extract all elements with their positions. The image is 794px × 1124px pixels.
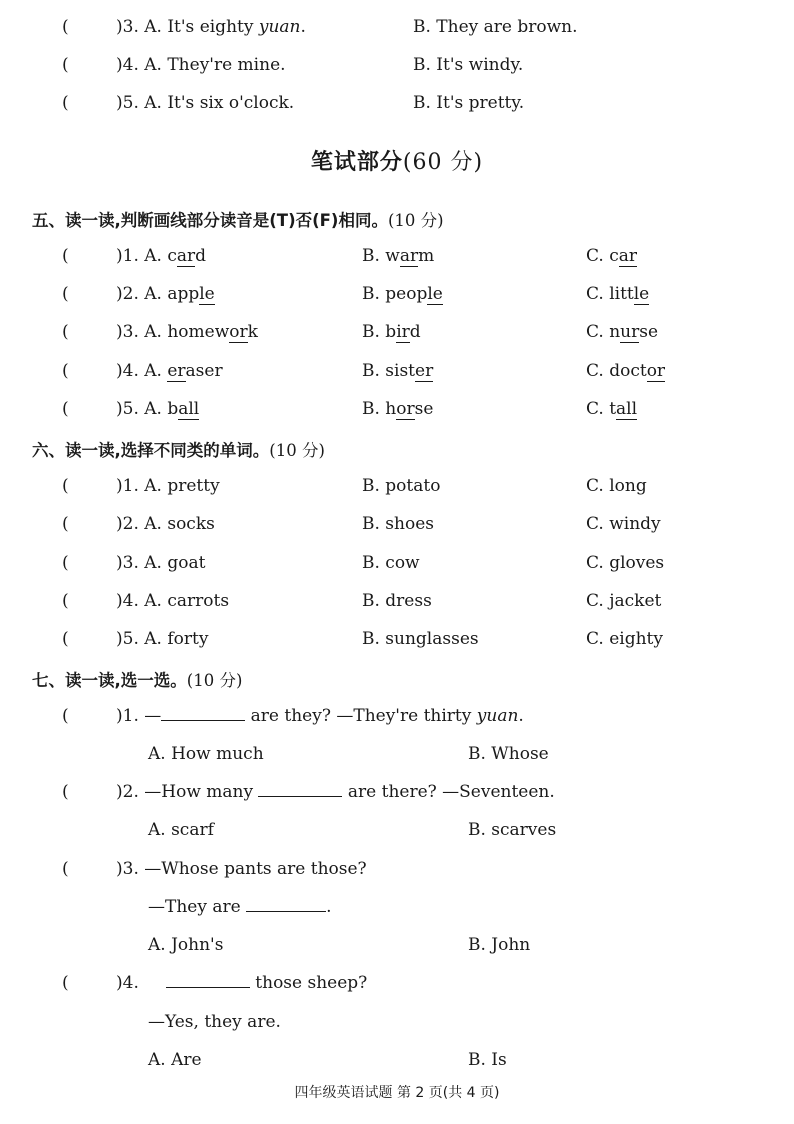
underlined-letters: er xyxy=(415,361,434,381)
option-a: A. How much xyxy=(148,744,264,764)
section-5-item-2 xyxy=(0,284,794,314)
underlined-letters: ar xyxy=(618,246,637,266)
option-b: B. Is xyxy=(468,1050,507,1070)
section-6-item-5 xyxy=(0,629,794,659)
underlined-letters: or xyxy=(396,399,415,419)
answer-blank[interactable] xyxy=(246,897,326,912)
question-text: )3. —Whose pants are those? xyxy=(116,859,367,879)
option-a: )4. A. carrots xyxy=(116,591,230,611)
underlined-letters: or xyxy=(646,361,666,381)
option-c: C. gloves xyxy=(586,553,665,573)
option-b: B. It's pretty. xyxy=(413,93,525,113)
question-text: —Yes, they are. xyxy=(148,1012,281,1032)
section-6-item-3 xyxy=(0,553,794,583)
underlined-letters: ar xyxy=(176,246,196,266)
section-5-item-4 xyxy=(0,361,794,391)
option-c: C. windy xyxy=(586,514,661,534)
option-a: )1. A. pretty xyxy=(116,476,220,496)
answer-blank[interactable] xyxy=(161,706,245,721)
section-6-item-1 xyxy=(0,476,794,506)
section-7-heading: 七、读一读,选一选。(10 分) xyxy=(32,671,243,690)
option-a: )2. A. apple xyxy=(116,284,215,304)
option-a: A. John's xyxy=(148,935,224,955)
section-6-item-4 xyxy=(0,591,794,621)
answer-paren: ( xyxy=(62,476,69,496)
answer-paren: ( xyxy=(62,782,69,802)
option-c: C. long xyxy=(586,476,647,496)
section-7-question-4-line-2 xyxy=(0,1012,794,1042)
option-a: )5. A. ball xyxy=(116,399,200,419)
option-a: )3. A. goat xyxy=(116,553,206,573)
option-a: )1. A. card xyxy=(116,246,207,266)
answer-paren: ( xyxy=(62,246,69,266)
section-5-item-1 xyxy=(0,246,794,276)
option-b: B. sister xyxy=(362,361,434,381)
option-a: )3. A. homework xyxy=(116,322,258,342)
option-b: B. warm xyxy=(362,246,435,266)
answer-paren: ( xyxy=(62,55,69,75)
section-7-question-2-options xyxy=(0,820,794,850)
option-a: A. Are xyxy=(148,1050,202,1070)
option-b: B. dress xyxy=(362,591,432,611)
option-b: B. horse xyxy=(362,399,434,419)
option-b: B. John xyxy=(468,935,531,955)
page-footer: 四年级英语试题 第 2 页(共 4 页) xyxy=(294,1085,500,1101)
answer-blank[interactable] xyxy=(166,973,250,988)
section-7-question-4 xyxy=(0,973,794,1003)
option-b: B. Whose xyxy=(468,744,549,764)
question-text: )1. — are they? —They're thirty yuan. xyxy=(116,706,524,726)
option-c: C. jacket xyxy=(586,591,662,611)
question-text: —They are . xyxy=(148,897,332,917)
answer-blank[interactable] xyxy=(258,782,342,797)
section-6-heading: 六、读一读,选择不同类的单词。(10 分) xyxy=(32,441,325,460)
section-7-question-1 xyxy=(0,706,794,736)
underlined-letters: ir xyxy=(396,322,410,342)
answer-paren: ( xyxy=(62,399,69,419)
underlined-letters: ar xyxy=(399,246,419,266)
section-7-question-3-options xyxy=(0,935,794,965)
listening-item-5 xyxy=(0,93,794,123)
option-b: B. potato xyxy=(362,476,441,496)
written-part-title: 笔试部分(60 分) xyxy=(310,150,484,175)
section-7-question-3-line-2 xyxy=(0,897,794,927)
option-c: C. doctor xyxy=(586,361,666,381)
option-c: C. tall xyxy=(586,399,638,419)
underlined-letters: le xyxy=(199,284,215,304)
option-b: B. bird xyxy=(362,322,421,342)
section-7-question-3 xyxy=(0,859,794,889)
section-7-question-4-options xyxy=(0,1050,794,1080)
answer-paren: ( xyxy=(62,93,69,113)
option-a: )4. A. They're mine. xyxy=(116,55,286,75)
answer-paren: ( xyxy=(62,361,69,381)
option-a: )5. A. It's six o'clock. xyxy=(116,93,295,113)
underlined-letters: ur xyxy=(620,322,640,342)
section-5-item-5 xyxy=(0,399,794,429)
section-7-question-1-options xyxy=(0,744,794,774)
answer-paren: ( xyxy=(62,706,69,726)
section-7-question-2 xyxy=(0,782,794,812)
option-c: C. little xyxy=(586,284,650,304)
option-c: C. eighty xyxy=(586,629,663,649)
option-b: B. cow xyxy=(362,553,420,573)
option-a: )3. A. It's eighty yuan. xyxy=(116,17,306,37)
option-a: )5. A. forty xyxy=(116,629,209,649)
question-text: )4. those sheep? xyxy=(116,973,368,993)
option-b: B. shoes xyxy=(362,514,434,534)
answer-paren: ( xyxy=(62,322,69,342)
answer-paren: ( xyxy=(62,553,69,573)
section-5-heading: 五、读一读,判断画线部分读音是(T)否(F)相同。(10 分) xyxy=(32,211,444,230)
underlined-letters: le xyxy=(633,284,650,304)
option-b: B. It's windy. xyxy=(413,55,524,75)
option-b: B. They are brown. xyxy=(413,17,578,37)
underlined-letters: or xyxy=(229,322,248,342)
listening-item-3 xyxy=(0,17,794,47)
answer-paren: ( xyxy=(62,514,69,534)
section-5-item-3 xyxy=(0,322,794,352)
listening-item-4 xyxy=(0,55,794,85)
underlined-letters: all xyxy=(616,399,638,419)
answer-paren: ( xyxy=(62,591,69,611)
option-c: C. car xyxy=(586,246,637,266)
section-6-item-2 xyxy=(0,514,794,544)
answer-paren: ( xyxy=(62,859,69,879)
answer-paren: ( xyxy=(62,17,69,37)
underlined-letters: er xyxy=(167,361,186,381)
underlined-letters: le xyxy=(427,284,443,304)
option-b: B. sunglasses xyxy=(362,629,479,649)
answer-paren: ( xyxy=(62,629,69,649)
option-a: )4. A. eraser xyxy=(116,361,223,381)
underlined-letters: all xyxy=(178,399,200,419)
question-text: )2. —How many are there? —Seventeen. xyxy=(116,782,555,802)
option-c: C. nurse xyxy=(586,322,659,342)
option-b: B. scarves xyxy=(468,820,557,840)
option-a: A. scarf xyxy=(148,820,214,840)
answer-paren: ( xyxy=(62,973,69,993)
option-b: B. people xyxy=(362,284,443,304)
answer-paren: ( xyxy=(62,284,69,304)
option-a: )2. A. socks xyxy=(116,514,215,534)
